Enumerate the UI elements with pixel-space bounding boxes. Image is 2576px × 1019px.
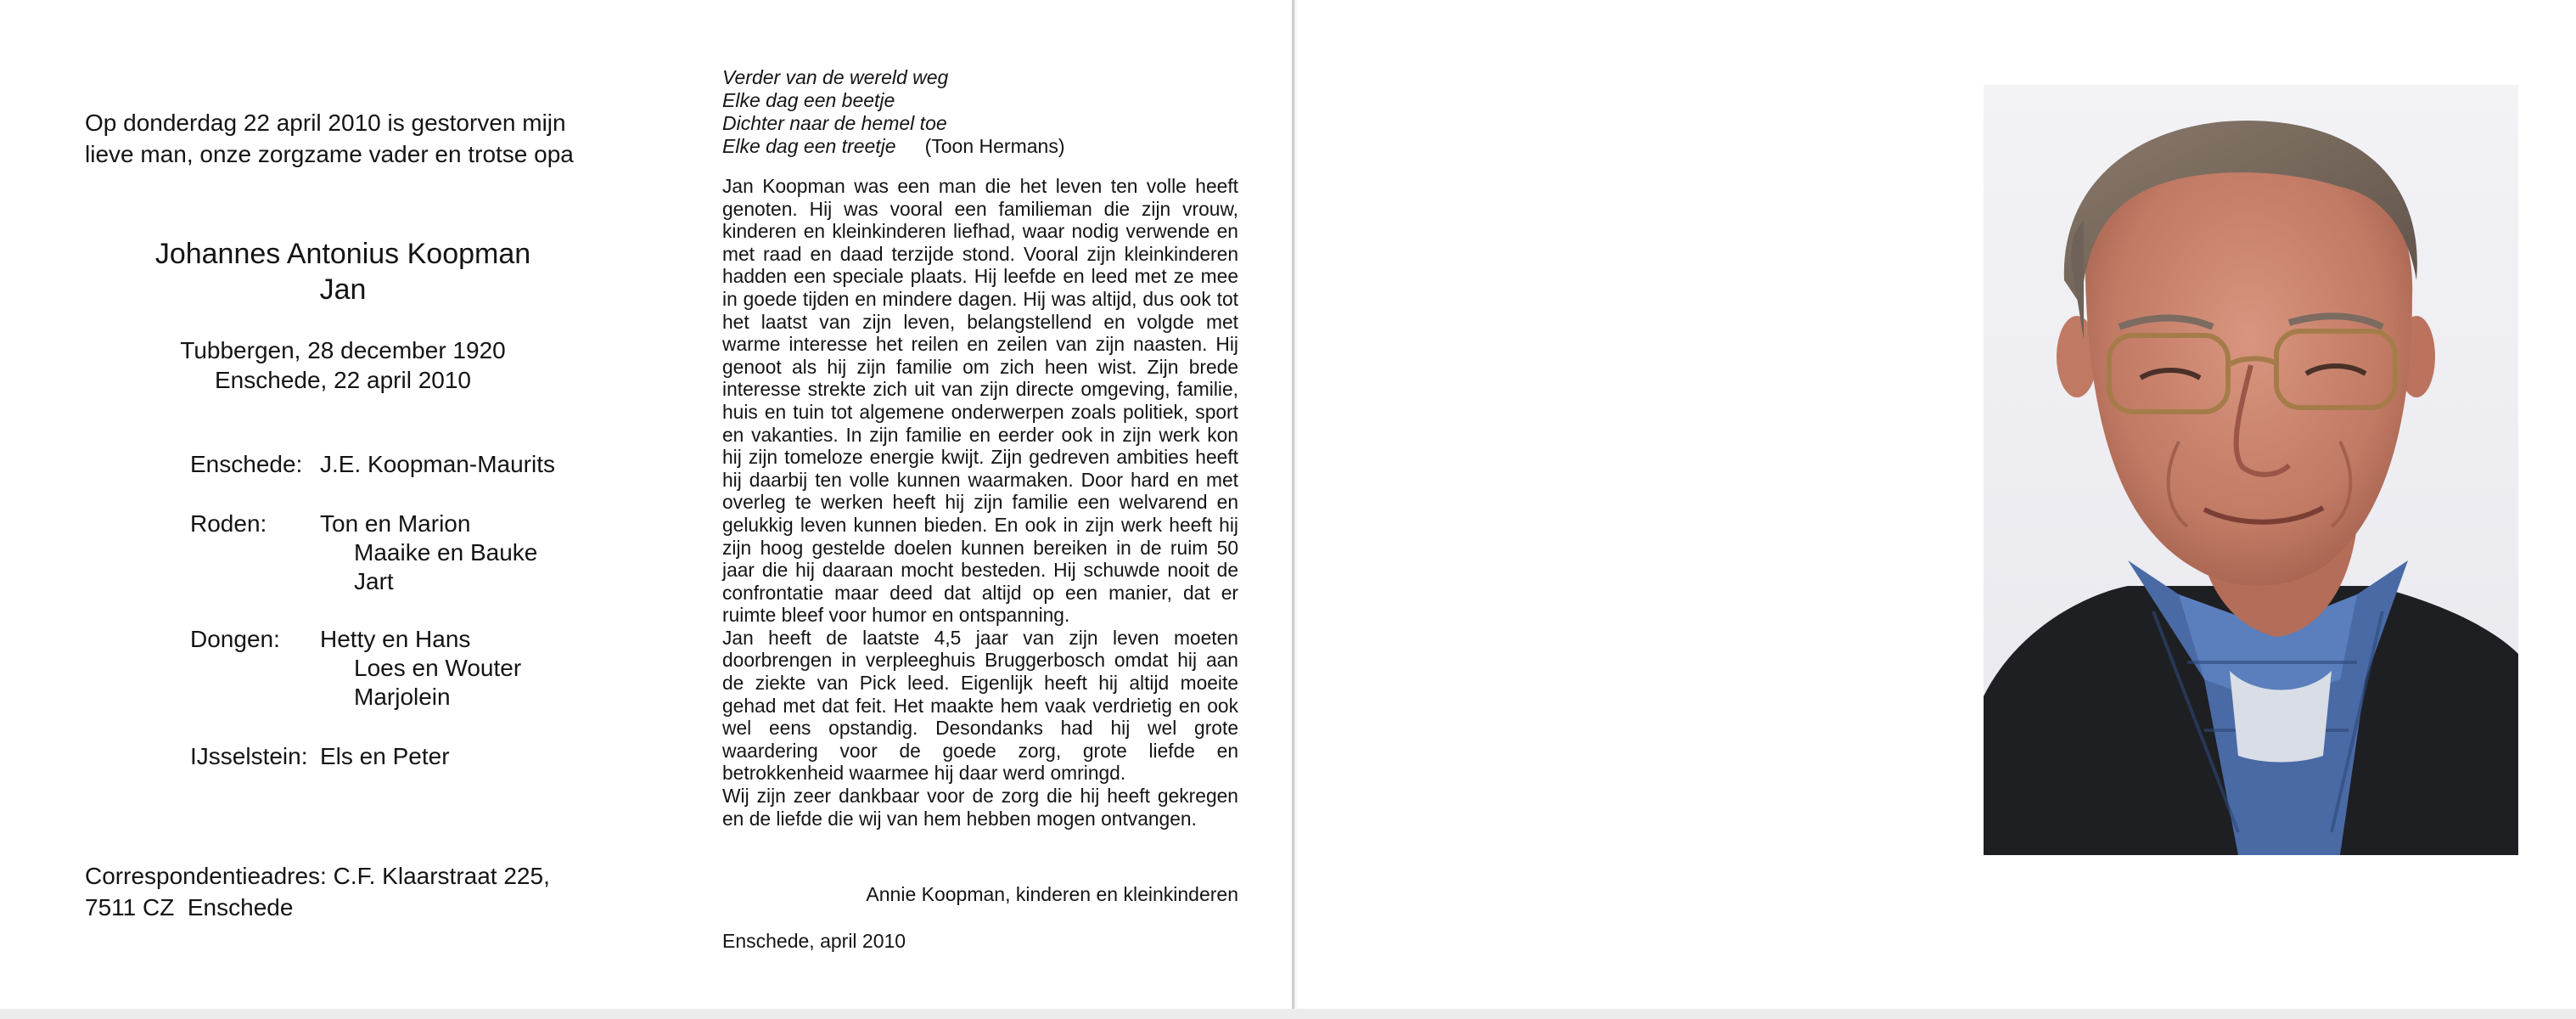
birth-line: Tubbergen, 28 december 1920 [180,337,506,363]
scan-bottom-edge [0,1009,2576,1019]
family-group [190,742,308,771]
correspondence-line-1: Correspondentieadres: C.F. Klaarstraat 225, [85,863,550,889]
family-group [190,510,267,538]
family-member: Els en Peter [320,743,450,769]
eulogy-paragraph: Jan heeft de laatste 4,5 jaar van zijn leven moeten doorbrengen in verpleeghuis Bruggerbosch omdat hij aan de ziekte van Pick leed. Eigenlijk heeft hij altijd moeite gehad met dat feit. Het maakte hem vaak verdrietig en ook wel eens opstandig. Desondanks had hij wel grote waardering voor de goede zorg, grote liefde en betrokkenheid waarmee hij daar werd omringd. [722,626,1238,785]
family-group [190,625,280,654]
poem-line: Verder van de wereld weg [722,66,949,88]
family-member: Jart [354,568,394,594]
intro-line-1: Op donderdag 22 april 2010 is gestorven mijn [85,110,566,136]
correspondence-address [85,860,679,923]
correspondence-line-2: 7511 CZ Enschede [85,894,294,920]
family-names [320,742,450,771]
family-member: Marjolein [354,684,451,710]
left-card-page [12,0,1294,1009]
eulogy-paragraph: Jan Koopman was een man die het leven ten volle heeft genoten. Hij was vooral een familieman die zijn vrouw, kinderen en kleinkinderen liefhad, waar nodig verwende en met raad en daad terzijde stond. Vooral zijn kleinkinderen hadden een speciale plaats. Hij leefde en leed met ze mee in goede tijden en mindere dagen. Hij was altijd, dus ook tot het laatst van zijn leven, belangstellend en volgde met warme interesse het reilen en zeilen van zijn naasten. Hij genoot als hij zijn familie om zich heen wist. Zijn brede interesse strekte zich uit van zijn directe omgeving, familie, huis en tuin tot algemene onderwerpen zoals politiek, sport en vakanties. In zijn familie en eerder ook in zijn werk kon hij zijn tomeloze energie kwijt. Zijn gedreven ambities heeft hij daarbij ten volle kunnen waarmaken. Door hard en met overleg te werken heeft hij zijn familie een welvarend en gelukkig leven kunnen bieden. En ook in zijn werk heeft hij zijn hoog gestelde doelen kunnen bereiken in de ruim 50 jaar die hij daaraan mocht besteden. Hij schuwde nooit de confrontatie maar deed dat altijd op een manier, dat er ruimte bleef voor humor en ontspanning. [722,175,1238,627]
family-place: Dongen: [190,626,280,652]
poem-line: Elke dag een treetje [722,135,896,157]
deceased-nickname: Jan [319,273,367,306]
family-member: Ton en Marion [320,510,471,537]
family-place: Roden: [190,510,267,537]
family-member: J.E. Koopman-Maurits [320,451,555,477]
poem-line: Dichter naar de hemel toe [722,112,947,134]
family-place: IJsselstein: [190,743,308,769]
announcement-intro [85,107,662,170]
intro-line-2: lieve man, onze zorgzame vader en trotse opa [85,141,574,167]
family-names [320,625,521,712]
place-date: Enschede, april 2010 [722,930,906,952]
family-names [320,450,555,479]
poem-last-line-wrap [722,135,1064,158]
eulogy-paragraph: Wij zijn zeer dankbaar voor de zorg die hij heeft gekregen en de liefde die wij van hem hebben mogen ontvangen. [722,785,1238,830]
deceased-name-block [88,236,598,307]
deceased-full-name: Johannes Antonius Koopman [154,238,531,270]
family-place: Enschede: [190,451,303,477]
life-dates [139,335,547,395]
signature: Annie Koopman, kinderen en kleinkinderen [866,883,1238,905]
family-group [190,450,302,479]
eulogy-text [722,175,1238,830]
poem-line: Elke dag een beetje [722,89,895,111]
portrait-photo [1984,85,2518,855]
family-member: Hetty en Hans [320,626,471,652]
poem-credit: (Toon Hermans) [924,135,1065,157]
family-member: Maaike en Bauke [354,539,538,566]
poem [722,66,1064,158]
death-line: Enschede, 22 april 2010 [215,367,471,393]
family-member: Loes en Wouter [354,655,522,681]
family-names [320,510,537,596]
